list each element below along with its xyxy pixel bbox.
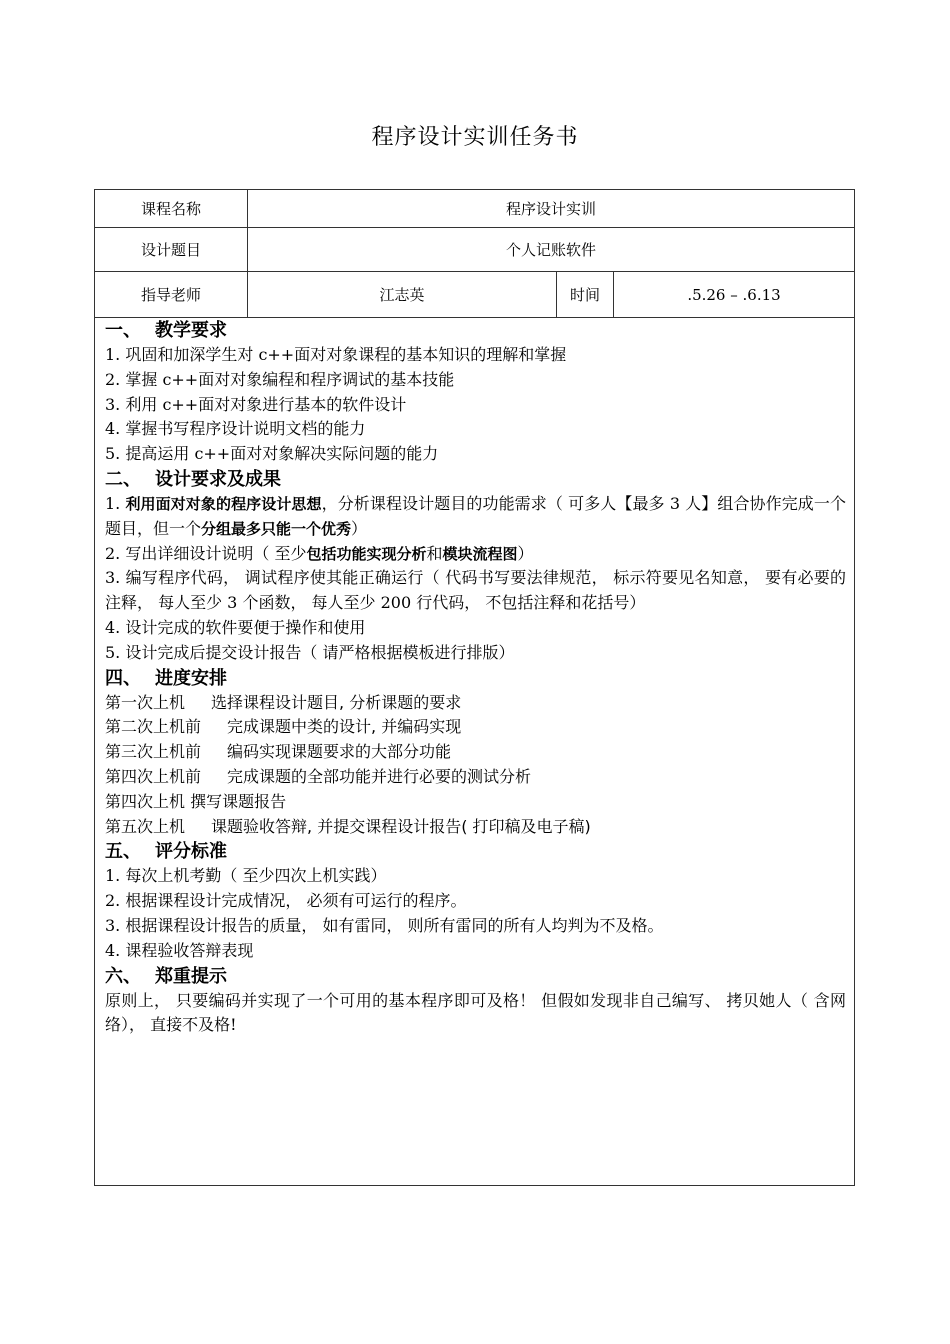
section-1-heading bbox=[105, 318, 846, 343]
list-item bbox=[105, 542, 846, 567]
section-4-title: 进度安排 bbox=[155, 667, 227, 689]
section-6-title: 郑重提示 bbox=[155, 965, 227, 987]
schedule-what: 编码实现课题要求的大部分功能 bbox=[227, 742, 452, 762]
teacher-value: 江志英 bbox=[247, 272, 556, 317]
list-item: 1. 巩固和加深学生对 c++面对对象课程的基本知识的理解和掌握 bbox=[105, 345, 567, 364]
section-1-number: 一、 bbox=[105, 320, 141, 341]
section-6-heading bbox=[105, 964, 846, 989]
list-item: 3. 编写程序代码， 调试程序使其能正确运行（ 代码书写要法律规范， 标示符要见名知意， 要有必要的注释， 每人至少 3 个函数， 每人至少 200 行代码， 不包括注释和花括号） bbox=[105, 568, 846, 613]
schedule-what: 完成课题中类的设计, 并编码实现 bbox=[227, 717, 462, 737]
item-text: ，分析课程设计题目的功能需求（ 可多人【最多 3 人】组合协作完成一个题目，但一个 bbox=[105, 493, 846, 538]
topic-label: 设计题目 bbox=[140, 241, 201, 259]
section-4-number: 四、 bbox=[105, 667, 141, 689]
time-label: 时间 bbox=[556, 272, 613, 317]
schedule-what: 选择课程设计题目, 分析课题的要求 bbox=[211, 692, 462, 712]
section-2-title: 设计要求及成果 bbox=[155, 468, 281, 490]
section-6-number: 六、 bbox=[105, 965, 141, 987]
schedule-row bbox=[105, 691, 846, 716]
section-1-title: 教学要求 bbox=[155, 320, 227, 341]
item-number: 1. bbox=[105, 493, 126, 513]
schedule-when: 第五次上机 bbox=[105, 816, 186, 836]
list-item: 3. 根据课程设计报告的质量， 如有雷同， 则所有雷同的所有人均判为不及格。 bbox=[105, 915, 664, 935]
schedule-when: 第一次上机 bbox=[105, 692, 186, 712]
list-item: 5. 设计完成后提交设计报告（ 请严格根据模板进行排版） bbox=[105, 642, 515, 662]
item-text: ） bbox=[351, 518, 368, 538]
notice-paragraph: 原则上， 只要编码并实现了一个可用的基本程序即可及格！ 但假如发现非自己编写、 拷贝她人（ 含网络）， 直接不及格! bbox=[105, 990, 846, 1035]
schedule-row bbox=[105, 815, 846, 840]
task-sheet-table bbox=[94, 189, 855, 1186]
item-text: 和 bbox=[426, 543, 443, 563]
list-item: 4. 掌握书写程序设计说明文档的能力 bbox=[105, 419, 366, 439]
section-5-title: 评分标准 bbox=[155, 841, 227, 863]
topic-row bbox=[95, 228, 854, 272]
document-title: 程序设计实训任务书 bbox=[371, 125, 579, 150]
content-body bbox=[95, 318, 854, 1038]
schedule-what: 完成课题的全部功能并进行必要的测试分析 bbox=[227, 766, 532, 786]
course-value: 程序设计实训 bbox=[247, 190, 854, 227]
course-label: 课程名称 bbox=[140, 200, 201, 218]
schedule-row: 第四次上机 撰写课题报告 bbox=[105, 791, 287, 811]
section-5-heading bbox=[105, 839, 846, 864]
section-5-number: 五、 bbox=[105, 841, 141, 863]
section-2-number: 二、 bbox=[105, 468, 141, 490]
schedule-row bbox=[105, 740, 846, 765]
bold-phrase: 包括功能实现分析 bbox=[306, 544, 427, 563]
bold-phrase: 分组最多只能一个优秀 bbox=[201, 519, 352, 538]
list-item: 2. 掌握 c++面对对象编程和程序调试的基本技能 bbox=[105, 369, 455, 389]
list-item: 4. 设计完成的软件要便于操作和使用 bbox=[105, 617, 366, 637]
course-row bbox=[95, 190, 854, 228]
bold-phrase: 模块流程图 bbox=[442, 544, 518, 563]
list-item: 3. 利用 c++面对对象进行基本的软件设计 bbox=[105, 394, 407, 414]
schedule-what: 课题验收答辩, 并提交课程设计报告( 打印稿及电子稿) bbox=[211, 816, 591, 836]
section-2-heading bbox=[105, 467, 846, 492]
list-item: 4. 课程验收答辩表现 bbox=[105, 940, 254, 960]
list-item: 1. 每次上机考勤（ 至少四次上机实践） bbox=[105, 866, 387, 886]
bold-phrase: 利用面对对象的程序设计思想 bbox=[125, 494, 322, 513]
schedule-when: 第四次上机前 bbox=[105, 766, 202, 786]
schedule-when: 第二次上机前 bbox=[105, 717, 202, 737]
topic-value: 个人记账软件 bbox=[247, 228, 854, 271]
item-text: ） bbox=[517, 543, 534, 563]
item-text: 2. 写出详细设计说明（ 至少 bbox=[105, 543, 307, 563]
schedule-when: 第三次上机前 bbox=[105, 742, 202, 762]
schedule-row bbox=[105, 715, 846, 740]
teacher-label: 指导老师 bbox=[140, 286, 201, 304]
list-item: 2. 根据课程设计完成情况， 必须有可运行的程序。 bbox=[105, 891, 467, 911]
section-4-heading bbox=[105, 666, 846, 691]
list-item: 5. 提高运用 c++面对对象解决实际问题的能力 bbox=[105, 444, 439, 464]
schedule-row bbox=[105, 765, 846, 790]
teacher-row bbox=[95, 272, 854, 318]
time-value: .5.26 – .6.13 bbox=[613, 272, 854, 317]
list-item bbox=[105, 492, 846, 542]
